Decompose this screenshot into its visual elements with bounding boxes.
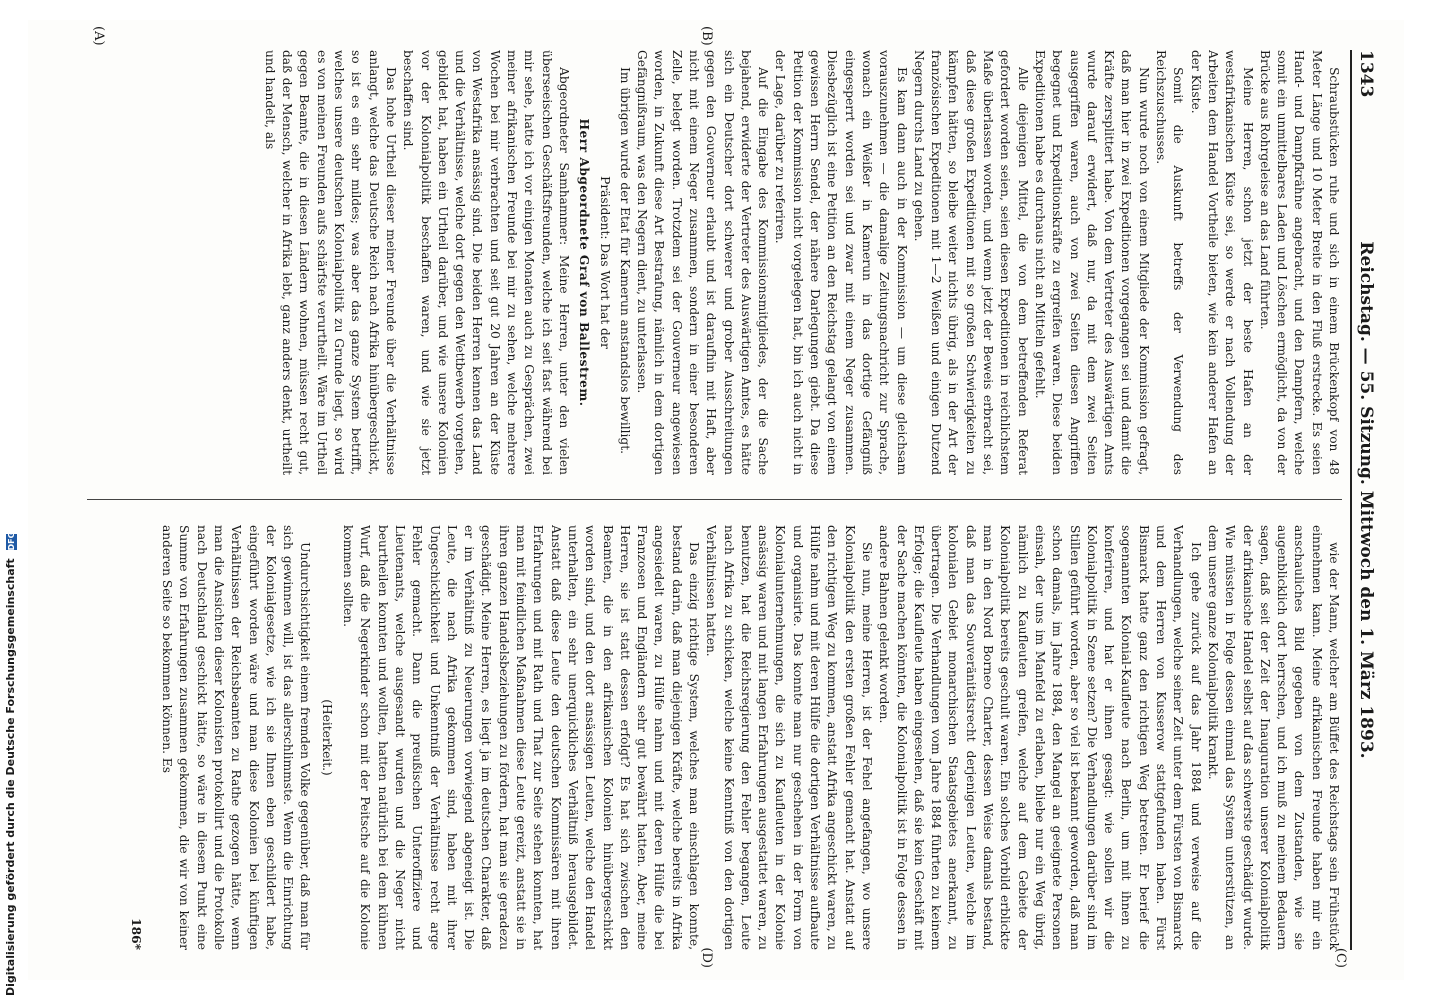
page-header — [1350, 50, 1378, 950]
right-text-column — [90, 525, 1342, 950]
margin-marker-a: (A) — [91, 26, 106, 46]
applause-note: (Heiterkeit.) — [319, 699, 334, 776]
paragraph: Undurchsichtigkeit einem fremden Volke gegenüber, daß man für sich gewinnen will, ist das allerschlimmste. Wenn die Einrichtung der Kolonialgesetze, wie ich sie Ihnen eben geschildert habe, eingeführt worden wäre und man diese Kolonien bei künftigen Verhältnissen der Reichsbeamten zu Rathe gezogen hätte, wenn man die Ansichten dieser Kolonisten protokollirt und die Protokolle nach Deutschland geschickt hätte, so wäre in diesem Punkt eine Summe von Erfahrungen zusammen gekommen, die wir von keiner anderen Seite so bekommen können. Es — [160, 525, 313, 950]
paragraph: Im übrigen wurde der Etat für Kamerun anstandslos bewilligt. — [617, 67, 632, 454]
scanned-page — [28, 20, 1404, 980]
paragraph: Das hohe Urtheil dieser meiner Freunde über die Verhältnisse anlangt, welche das Deutsche Reich nach Afrika hinübergeschickt, so ist es ein sehr mildes; was aber das ganze System betrifft, welches unsere deutschen Kolonialpolitik zu Grunde liegt, so wird es von meinen Freunden aufs schärfste verurtheilt. Wäre im Urtheil gegen Beamte, die in diesen Ländern wohnen, müssen recht gut, daß der Mensch, welcher in Afrika lebt, ganz anders denkt, urtheilt und handelt, als — [262, 50, 398, 475]
paragraph: Es kam dann auch in der Kommission — um diese gleichsam vorauszunehmen — die damalige Zeitungsnachricht zur Sprache, wonach ein Weißer in Kamerun in das dortige Gefängniß eingesperrt worden sei und zwar mit einem Neger zusammen. Diesbezüglich ist eine Petition an den Reichstag gelangt von einem gewissen Herrn Sendel, der nähere Darlegungen giebt. Da diese Petition der Kommission nicht vorgelegen hat, bin ich auch nicht in der Lage, darüber zu referiren. — [773, 50, 909, 475]
paragraph: Meine Herren, schon jetzt der beste Hafen an der westafrikanischen Küste sei, so werde er nach Vollendung der Arbeiten dem Handel Vortheile bieten, wie kein anderer Hafen an der Küste. — [1188, 50, 1255, 475]
paragraph: Ich gehe zurück auf das Jahr 1884 und verweise auf die Verhandlungen, welche seiner Zeit unter dem Fürsten von Bismarck und dem Herren von Kusserow stattgefunden haben. Fürst Bismarck hatte ganz den richtigen Weg betreten. Er berief die sogenannten Kolonial-Kaufleute nach Berlin, um mit ihnen zu konferiren, und hat er ihnen gesagt: wie sollen wir die Kolonialpolitik in Szene setzen? Die Verhandlungen darüber sind im Stillen geführt worden, aber so viel ist bekannt geworden, daß man schon damals, im Jahre 1884, den Mangel an geeignete Personen einsah, der uns im Manfeld zu erlaben, bliebe nur ein Weg übrig, nämlich zu Kaufleuten greifen, welche auf dem Gebiete der Kolonialpolitik bereits geschult waren. Ein solches Vorbild erblickte man in den Nord Borneo Charter, dessen Weise damals bestand, daß man das Souveränitätsrecht derjenigen Leuten, welche im kolonialen Gebiet monarchischen Staatsgebietes anerkannt, zu übertragen. Die Verhandlungen vom Jahre 1884 führten zu keinem Erfolge; die Kaufleute haben eingesehen, daß sie kein Geschäft mit der Sache machen könnten, die Kolonialpolitik ist in Folge dessen in andere Bahnen gelenkt worden. — [877, 525, 1203, 950]
margin-marker-b: (B) — [699, 26, 714, 46]
left-text-column — [90, 50, 1342, 475]
paragraph: Somit die Auskunft betreffs der Verwendung des Reichszuschusses. — [1154, 50, 1186, 475]
running-title: Reichstag. — 55. Sitzung. Mittwoch den 1. März 1893. — [1356, 241, 1376, 759]
speech-opening: Abgeordneter Samhammer: Meine Herren, unter den vielen überseeischen Geschäftsfreunden, welche ich seit fast während bei mir sehe, hatte ich vor einigen Monaten auch zu Gesprächen, zwei meiner afrikanischen Freunde bei mir zu sehen, welche mehrere Wochen bei mir verbrachten und seit gut 20 Jahren an der Küste von Westafrika ansässig sind. Die beiden Herren kennen das Land und die Verhältnisse, welche dort gegen den Wettbewerb vorgehen, gebildet hat, haben ein Urtheil darüber, und wie unsere Kolonien vor der Kolonialpolitik beschaffen waren, und wie sie jetzt beschaffen sind. — [401, 50, 571, 475]
page-number: 1343 — [1356, 50, 1376, 98]
paragraph: wie der Mann, welcher am Büffet des Reichstags sein Frühstück einnehmen kann. Meine afrikanischen Freunde haben mir ein anschauliches Bild gegeben von dem Zustanden, wie sie augenblicklich dort herrschen, und ich muß zu meinem Bedauern sagen, daß seit der Zeit der Inauguration unserer Kolonialpolitik der afrikanische Handel selbst auf das schwerste geschädigt wurde. Wie müssten in Folge dessen einmal das System unterstützen, an dem unsere ganze Kolonialpolitik krankt. — [1205, 525, 1341, 950]
paragraph: Sie nun, meine Herren, ist der Fehel angefangen, wo unsere Kolonialpolitik den ersten großen Fehler gemacht hat. Anstatt auf den richtigen Weg zu kommen, anstatt Afrika angeschickt waren, zu Hülfe nahm und mit deren Hülfe die dortigen Verhältnisse aufbaute und organisirte. Das konnte man nur geschehen in der Form von Kolonialunternehmungen, die sich zu Kaufleuten in der Kolonie ansässig waren und mit langen Erfahrungen ausgestattet waren, zu benutzen, hat die Reichsregierung den Fehler begangen, Leute nach Afrika zu schicken, welche keine Kenntniß von den dortigen Verhältnissen hatten. — [704, 525, 874, 950]
paragraph: Das einzig richtige System, welches man einschlagen konnte, bestand darin, daß man diejenigen Kräfte, welche bereits in Afrika angesiedelt waren, zu Hülfe nahm und mit deren Hülfe die bei Franzosen und Engländern sehr gut bewährt hatten. Aber, meine Herren, sie ist statt dessen erfolgt? Es hat sich zwischen den Beamten, die in den afrikanischen Kolonien hinübergeschickt worden sind, und den dort ansässigen Leuten, welche den Handel unterhalten, ein sehr unerquickliches Verhältniß herausgebildet. Anstatt daß diese Leute den deutschen Kommissären mit ihren Erfahrungen und mit Rath und That zur Seite stehen konnten, hat man mit feindlichen Maßnahmen diese Leute gereizt, anstatt sie in ihren ganzen Handelsbeziehungen zu fördern, hat man sie geradezu geschädigt. Meine Herren, es liegt ja im deutschen Charakter, daß er im Verhältniß zu Neuerungen vorwiegend abgeneigt ist. Die Leute, die nach Afrika gekommen sind, haben mit ihrer Ungeschicklichkeit und Unkenntniß der Verhältnisse recht arge Fehler gemacht. Dann die preußischen Unteroffiziere und Lieutenants, welche ausgesandt wurden und die Neger nicht beurtheilen konnten und wollten, hatten natürlich bei dem kühnen Wurf, daß die Negerkinder schon mit der Peitsche auf die Kolonie kommen sollten. — [341, 525, 702, 950]
credit-text: Digitalisierung gefördert durch die Deutsche Forschungsgemeinschaft — [4, 558, 17, 996]
paragraph: Auf die Eingabe des Kommissionsmitgliedes, der die Sache bejahend, erwiderte der Vertreter des Auswärtigen Amtes, es hätte sich ein Deutscher dort schwerer und grober Ausschreitungen gegen den Gouverneur erlaubt und ist daraufhin mit Haft, aber nicht mit einem Neger zusammen, sondern in einer besonderen Zelle, belegt worden. Trotzdem sei der Gouverneur angewiesen worden, in Zukunft diese Art Bestrafung, nämlich in dem dortigen Gefängnißraum, was den Negern dient, zu unterlassen. — [635, 50, 771, 475]
paragraph: Schraubstücken ruhe und sich in einem Brückenkopf von 48 Meter Länge und 10 Meter Breite in den Fluß erstrecke. Es seien Hand- und Dampfkrähne angebracht, und den Dampfern, welche somit ein unmittelbares Laden und Löschen ermöglicht, da von der Brücke aus Rohrgeleise an das Land führten. — [1257, 50, 1341, 475]
margin-marker-c: (C) — [1333, 947, 1348, 968]
paragraph: Alle diejenigen Mittel, die von dem betreffenden Referat gefordert worden seien, seien diesen Expeditionen in reichlichstem Maße überlassen worden, und wenn jetzt der Beweis erbracht sei, daß diese großen Expeditionen mit so großen Schwierigkeiten zu kämpfen hätten, so bleibe weiter nichts übrig, als in der Art der französischen Expeditionen mit 1—2 Weißen und einigen Dutzend Negern durchs Land zu gehen. — [911, 50, 1030, 475]
margin-marker-d: (D) — [699, 947, 714, 968]
paragraph: Nun wurde noch von einem Mitgliede der Kommission gefragt, daß man hier in zwei Expeditionen vorgegangen sei und damit die Kräfte zersplittert habe. Von dem Vertreter des Auswärtigen Amts wurde darauf erwidert, daß nur, da mit dem zwei Seiten ausgegriffen waren, auch von zwei Seiten diesen Angriffen begegnet und Expeditionskräfte zu ergreifen waren. Diese beiden Expeditionen habe es durchaus nicht an Mitteln gefehlt. — [1032, 50, 1151, 475]
digitization-credit — [4, 531, 17, 996]
dfg-logo-icon: DFG — [6, 531, 16, 551]
speaker-announcement: Herr Abgeordnete Graf von Ballestrem. — [577, 118, 592, 407]
president-statement: Präsident: Das Wort hat der — [597, 176, 612, 349]
sheet-signature: 186* — [128, 918, 143, 950]
column-divider — [87, 499, 1342, 500]
